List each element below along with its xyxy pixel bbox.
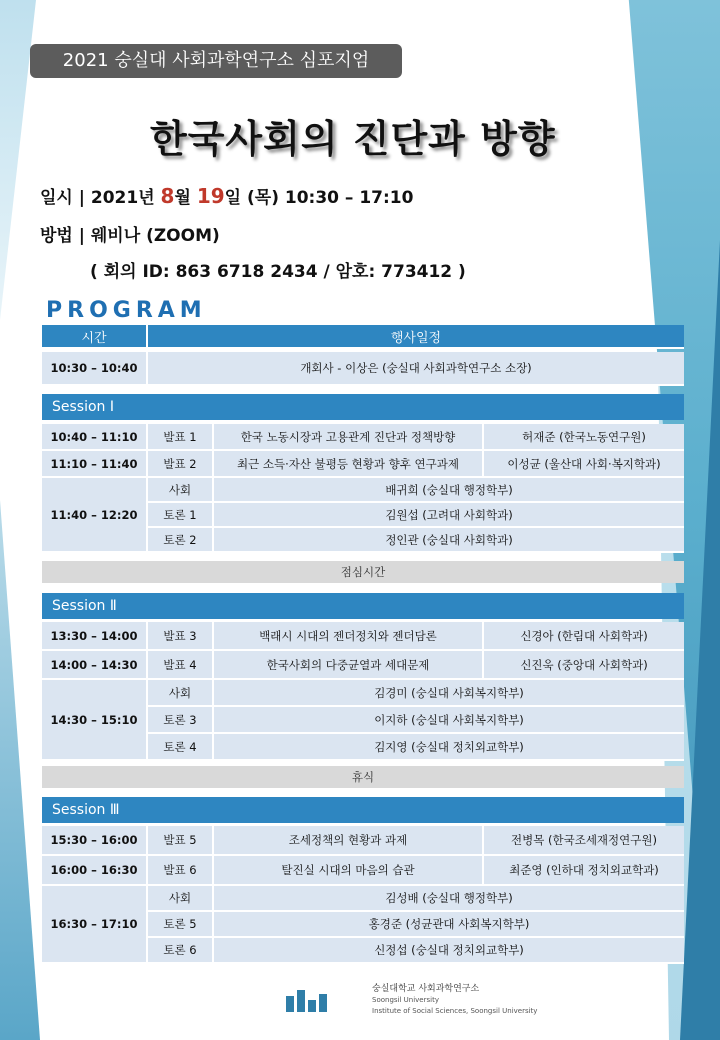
table-row <box>148 938 684 964</box>
opening-row <box>42 352 684 386</box>
table-row <box>42 451 684 478</box>
talk-time: 15:30 – 16:00 <box>42 826 148 856</box>
panel-role: 토론 2 <box>148 528 214 553</box>
session-2-bar: Session Ⅱ <box>42 593 684 619</box>
panel-role: 사회 <box>148 886 214 912</box>
talk-type: 발표 4 <box>148 651 214 680</box>
panel-role: 사회 <box>148 680 214 707</box>
date-month-unit: 월 <box>174 188 197 208</box>
event-method: 방법 | 웨비나 (ZOOM) <box>40 226 220 246</box>
panel-role: 토론 4 <box>148 734 214 761</box>
talk-speaker: 최준영 (인하대 정치외교학과) <box>484 856 684 886</box>
table-row <box>148 734 684 761</box>
table-row <box>148 503 684 528</box>
talk-time: 13:30 – 14:00 <box>42 622 148 651</box>
table-row <box>42 826 684 856</box>
panel-time: 11:40 – 12:20 <box>42 478 148 553</box>
talk-topic: 한국 노동시장과 고용관계 진단과 정책방향 <box>214 424 484 451</box>
panel-rows <box>148 478 684 553</box>
rest-break-bar: 휴식 <box>42 766 684 788</box>
institute-logo <box>286 984 537 1017</box>
logo-mark-icon <box>286 990 366 1012</box>
university-name-en: Soongsil University <box>372 996 439 1004</box>
panel-name: 배귀희 (숭실대 행정학부) <box>214 478 684 503</box>
panel-name: 김원섭 (고려대 사회학과) <box>214 503 684 528</box>
panel-name: 김경미 (숭실대 사회복지학부) <box>214 680 684 707</box>
talk-topic: 한국사회의 다중균열과 세대문제 <box>214 651 484 680</box>
table-row <box>42 424 684 451</box>
panel-rows <box>148 886 684 964</box>
page-title: 한국사회의 진단과 방향 <box>150 117 556 161</box>
table-row <box>148 478 684 503</box>
talk-type: 발표 3 <box>148 622 214 651</box>
table-header-row <box>42 325 684 349</box>
opening-text: 개회사 - 이상은 (숭실대 사회과학연구소 소장) <box>148 352 684 386</box>
panel-time: 14:30 – 15:10 <box>42 680 148 761</box>
date-day: 19 <box>196 184 225 208</box>
panel-name: 김지영 (숭실대 정치외교학부) <box>214 734 684 761</box>
panel-block <box>42 886 684 964</box>
table-row <box>42 622 684 651</box>
table-row <box>42 856 684 886</box>
talk-speaker: 이성균 (울산대 사회·복지학과) <box>484 451 684 478</box>
table-row <box>148 886 684 912</box>
program-heading: PROGRAM <box>46 298 207 323</box>
talk-speaker: 전병목 (한국조세재정연구원) <box>484 826 684 856</box>
panel-role: 토론 3 <box>148 707 214 734</box>
talk-speaker: 허재준 (한국노동연구원) <box>484 424 684 451</box>
talk-topic: 백래시 시대의 젠더정치와 젠더담론 <box>214 622 484 651</box>
table-row <box>148 680 684 707</box>
talk-topic: 조세정책의 현황과 과제 <box>214 826 484 856</box>
date-suffix: 일 (목) 10:30 – 17:10 <box>224 188 414 208</box>
talk-type: 발표 5 <box>148 826 214 856</box>
panel-rows <box>148 680 684 761</box>
session-3-bar: Session Ⅲ <box>42 797 684 823</box>
header-event: 행사일정 <box>148 325 684 349</box>
panel-role: 토론 5 <box>148 912 214 938</box>
talk-speaker: 신진욱 (중앙대 사회학과) <box>484 651 684 680</box>
decor-left-bottom <box>0 500 40 1040</box>
talk-type: 발표 2 <box>148 451 214 478</box>
table-row <box>148 707 684 734</box>
lunch-break-bar: 점심시간 <box>42 561 684 583</box>
opening-time: 10:30 – 10:40 <box>42 352 148 386</box>
header-time: 시간 <box>42 325 148 349</box>
panel-role: 토론 6 <box>148 938 214 964</box>
table-row <box>148 912 684 938</box>
date-month: 8 <box>160 184 175 208</box>
event-date <box>40 183 413 208</box>
table-row <box>42 651 684 680</box>
symposium-badge: 2021 숭실대 사회과학연구소 심포지엄 <box>30 44 402 78</box>
panel-name: 이지하 (숭실대 사회복지학부) <box>214 707 684 734</box>
talk-time: 11:10 – 11:40 <box>42 451 148 478</box>
institute-name-en: Institute of Social Sciences, Soongsil University <box>372 1007 538 1015</box>
panel-block <box>42 680 684 761</box>
panel-block <box>42 478 684 553</box>
talk-type: 발표 1 <box>148 424 214 451</box>
panel-role: 사회 <box>148 478 214 503</box>
talk-time: 10:40 – 11:10 <box>42 424 148 451</box>
session-1-bar: Session Ⅰ <box>42 394 684 420</box>
logo-text <box>372 984 537 1017</box>
table-row <box>148 528 684 553</box>
panel-name: 김성배 (숭실대 행정학부) <box>214 886 684 912</box>
panel-name: 신정섭 (숭실대 정치외교학부) <box>214 938 684 964</box>
panel-time: 16:30 – 17:10 <box>42 886 148 964</box>
talk-time: 14:00 – 14:30 <box>42 651 148 680</box>
panel-name: 홍경준 (성균관대 사회복지학부) <box>214 912 684 938</box>
institute-name-ko: 숭실대학교 사회과학연구소 <box>372 984 480 994</box>
talk-topic: 최근 소득·자산 불평등 현황과 향후 연구과제 <box>214 451 484 478</box>
panel-name: 정인관 (숭실대 사회학과) <box>214 528 684 553</box>
date-prefix: 일시 | 2021년 <box>40 188 161 208</box>
talk-speaker: 신경아 (한림대 사회학과) <box>484 622 684 651</box>
zoom-credentials: ( 회의 ID: 863 6718 2434 / 암호: 773412 ) <box>90 262 466 282</box>
talk-topic: 탈진실 시대의 마음의 습관 <box>214 856 484 886</box>
talk-time: 16:00 – 16:30 <box>42 856 148 886</box>
panel-role: 토론 1 <box>148 503 214 528</box>
talk-type: 발표 6 <box>148 856 214 886</box>
